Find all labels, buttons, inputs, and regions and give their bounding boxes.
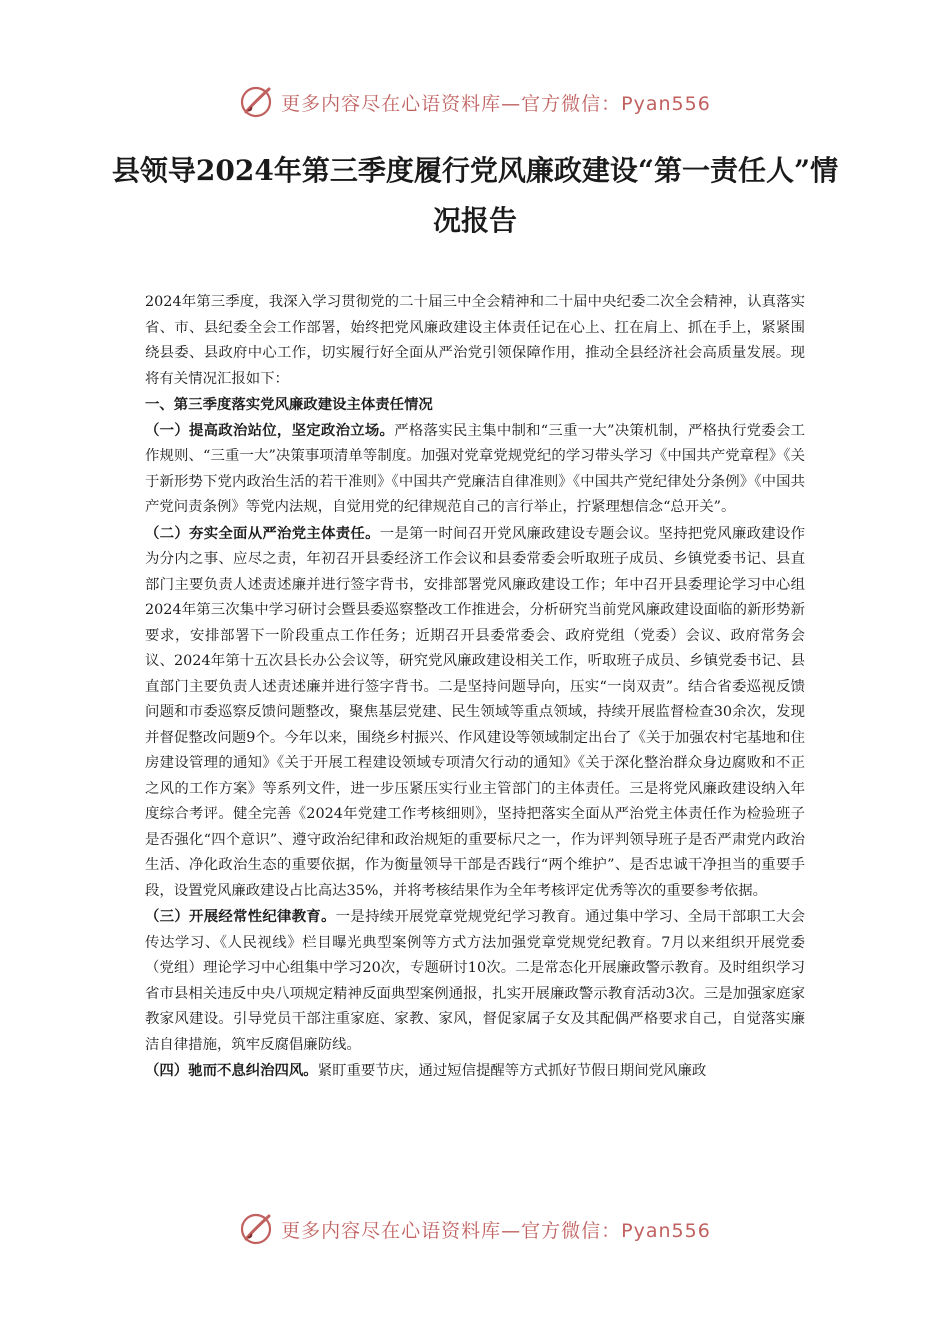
watermark-footer <box>0 1209 950 1249</box>
intro-paragraph: 2024年第三季度，我深入学习贯彻党的二十届三中全会精神和二十届中央纪委二次全会精神，认真落实省、市、县纪委全会工作部署，始终把党风廉政建设主体责任记在心上、扛在肩上、抓在手上，紧紧围绕县委、县政府中心工作，切实履行好全面从严治党引领保障作用，推动全县经济社会高质量发展。现将有关情况汇报如下： <box>145 294 805 387</box>
section-heading: 一、第三季度落实党风廉政建设主体责任情况 <box>145 396 433 413</box>
item-paragraph-4 <box>145 1058 805 1085</box>
item-subtitle: （二）夯实全面从严治党主体责任。 <box>145 524 380 542</box>
watermark-text: 更多内容尽在心语资料库—官方微信：Pyan556 <box>281 1219 711 1242</box>
item-paragraph-2 <box>145 521 805 905</box>
item-paragraph-1 <box>145 418 805 521</box>
item-subtitle: （一）提高政治站位，坚定政治立场。 <box>145 421 395 439</box>
item-subtitle: （三）开展经常性纪律教育。 <box>145 908 336 925</box>
brush-logo-icon <box>239 84 275 120</box>
item-text: 紧盯重要节庆，通过短信提醒等方式抓好节假日期间党风廉政 <box>317 1063 707 1079</box>
document-title: 县领导2024年第三季度履行党风廉政建设“第一责任人”情况报告 <box>111 154 839 237</box>
watermark-header <box>0 82 950 122</box>
item-text: 一是持续开展党章党规党纪学习教育。通过集中学习、全局干部职工大会传达学习、《人民视线》栏目曝光典型案例等方式方法加强党章党规党纪教育。7月以来组织开展党委（党组）理论学习中心组集中学习20次，专题研讨10次。二是常态化开展廉政警示教育。及时组织学习省市县相关违反中央八项规定精神反面典型案例通报，扎实开展廉政警示教育活动3次。三是加强家庭家教家风建设。引导党员干部注重家庭、家教、家风，督促家属子女及其配偶严格要求自己，自觉落实廉洁自律措施，筑牢反腐倡廉防线。 <box>145 909 805 1053</box>
watermark-text: 更多内容尽在心语资料库—官方微信：Pyan556 <box>281 92 711 115</box>
item-text: 一是第一时间召开党风廉政建设专题会议。坚持把党风廉政建设作为分内之事、应尽之责，年初召开县委经济工作会议和县委常委会听取班子成员、乡镇党委书记、县直部门主要负责人述责述廉并进行签字背书，安排部署党风廉政建设工作；年中召开县委理论学习中心组2024年第三次集中学习研讨会暨县委巡察整改工作推进会，分析研究当前党风廉政建设面临的新形势新要求，安排部署下一阶段重点工作任务；近期召开县委常委会、政府党组（党委）会议、政府常务会议、2024年第十五次县长办公会议等，研究党风廉政建设相关工作，听取班子成员、乡镇党委书记、县直部门主要负责人述责述廉并进行签字背书。二是坚持问题导向，压实“一岗双责”。结合省委巡视反馈问题和市委巡察反馈问题整改，聚焦基层党建、民生领域等重点领域，持续开展监督检查30余次，发现并督促整改问题9个。今年以来，围绕乡村振兴、作风建设等领域制定出台了《关于加强农村宅基地和住房建设管理的通知》《关于开展工程建设领域专项清欠行动的通知》《关于深化整治群众身边腐败和不正之风的工作方案》等系列文件，进一步压紧压实行业主管部门的主体责任。三是将党风廉政建设纳入年度综合考评。健全完善《2024年党建工作考核细则》，坚持把落实全面从严治党主体责任作为检验班子是否强化“四个意识”、遵守政治纪律和政治规矩的重要标尺之一，作为评判领导班子是否严肃党内政治生活、净化政治生态的重要依据，作为衡量领导干部是否践行“两个维护”、是否忠诚干净担当的重要手段，设置党风廉政建设占比高达35%，并将考核结果作为全年考核评定优秀等次的重要参考依据。 <box>145 525 805 899</box>
item-subtitle: （四）驰而不息纠治四风。 <box>145 1062 318 1079</box>
item-paragraph-3 <box>145 904 805 1058</box>
item-text: 严格落实民主集中制和“三重一大”决策机制，严格执行党委会工作规则、“三重一大”决策事项清单等制度。加强对党章党规党纪的学习带头学习《中国共产党章程》《关于新形势下党内政治生活的若干准则》《中国共产党廉洁自律准则》《中国共产党纪律处分条例》《中国共产党问责条例》等党内法规，自觉用党的纪律规范自己的言行举止，拧紧理想信念“总开关”。 <box>145 422 805 515</box>
brush-logo-icon <box>239 1211 275 1247</box>
document-body <box>145 290 805 1085</box>
